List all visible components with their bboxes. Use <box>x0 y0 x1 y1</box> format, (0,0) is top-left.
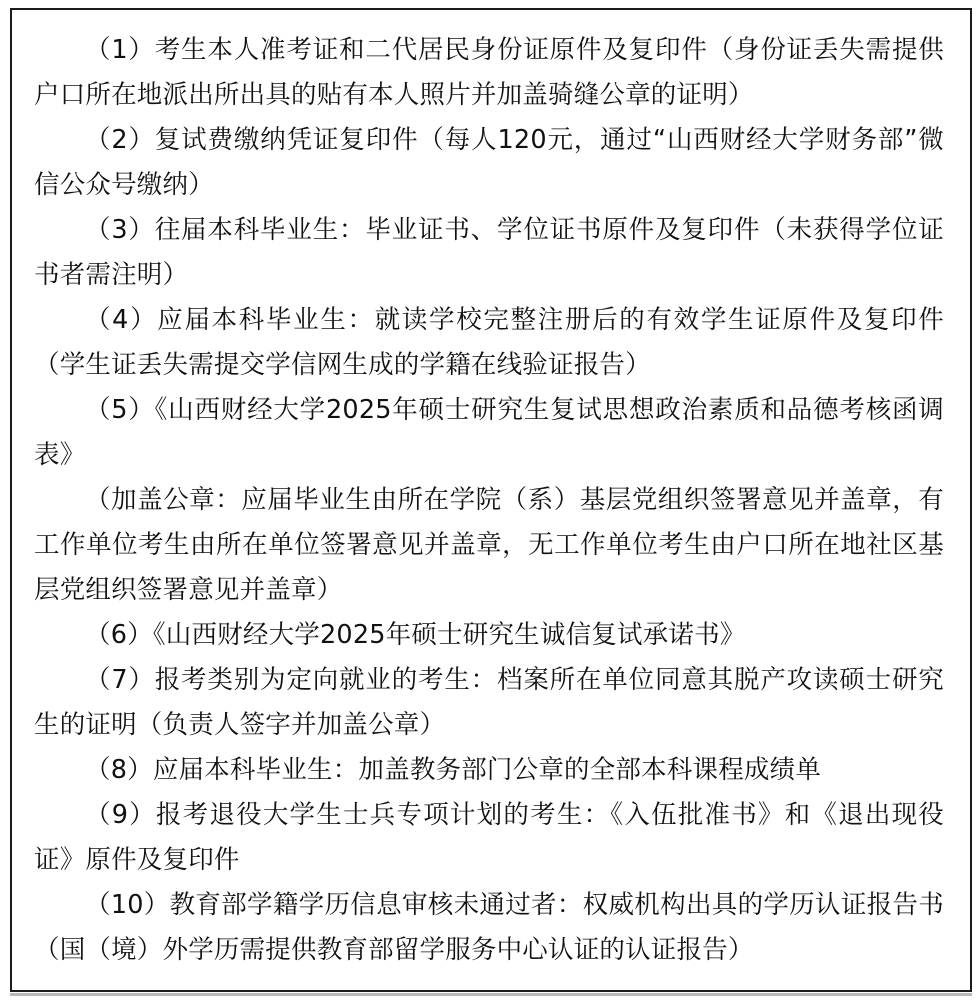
list-item-1: （1）考生本人准考证和二代居民身份证原件及复印件（身份证丢失需提供户口所在地派出所出具的贴有本人照片并加盖骑缝公章的证明） <box>34 35 944 110</box>
frame-bottom-edge <box>10 993 972 996</box>
list-item-4: （4）应届本科毕业生：就读学校完整注册后的有效学生证原件及复印件（学生证丢失需提交学信网生成的学籍在线验证报告） <box>34 305 944 380</box>
list-item-10: （10）教育部学籍学历信息审核未通过者：权威机构出具的学历认证报告书（国（境）外学历需提供教育部留学服务中心认证的认证报告） <box>34 890 944 965</box>
list-item-9: （9）报考退役大学生士兵专项计划的考生：《入伍批准书》和《退出现役证》原件及复印件 <box>34 800 944 875</box>
list-item-5-note: （加盖公章：应届毕业生由所在学院（系）基层党组织签署意见并盖章，有工作单位考生由所在单位签署意见并盖章，无工作单位考生由户口所在地社区基层党组织签署意见并盖章） <box>34 485 944 605</box>
list-item-7: （7）报考类别为定向就业的考生：档案所在单位同意其脱产攻读硕士研究生的证明（负责人签字并加盖公章） <box>34 665 944 740</box>
list-item-8: （8）应届本科毕业生：加盖教务部门公章的全部本科课程成绩单 <box>85 755 822 785</box>
document-body <box>12 10 970 973</box>
document-frame <box>10 8 972 992</box>
list-item-6: （6）《山西财经大学2025年硕士研究生诚信复试承诺书》 <box>85 620 746 650</box>
list-item-3: （3）往届本科毕业生：毕业证书、学位证书原件及复印件（未获得学位证书者需注明） <box>34 215 944 290</box>
list-item-2: （2）复试费缴纳凭证复印件（每人120元，通过“山西财经大学财务部”微信公众号缴纳） <box>34 125 944 200</box>
list-item-5: （5）《山西财经大学2025年硕士研究生复试思想政治素质和品德考核函调表》 <box>34 395 944 470</box>
